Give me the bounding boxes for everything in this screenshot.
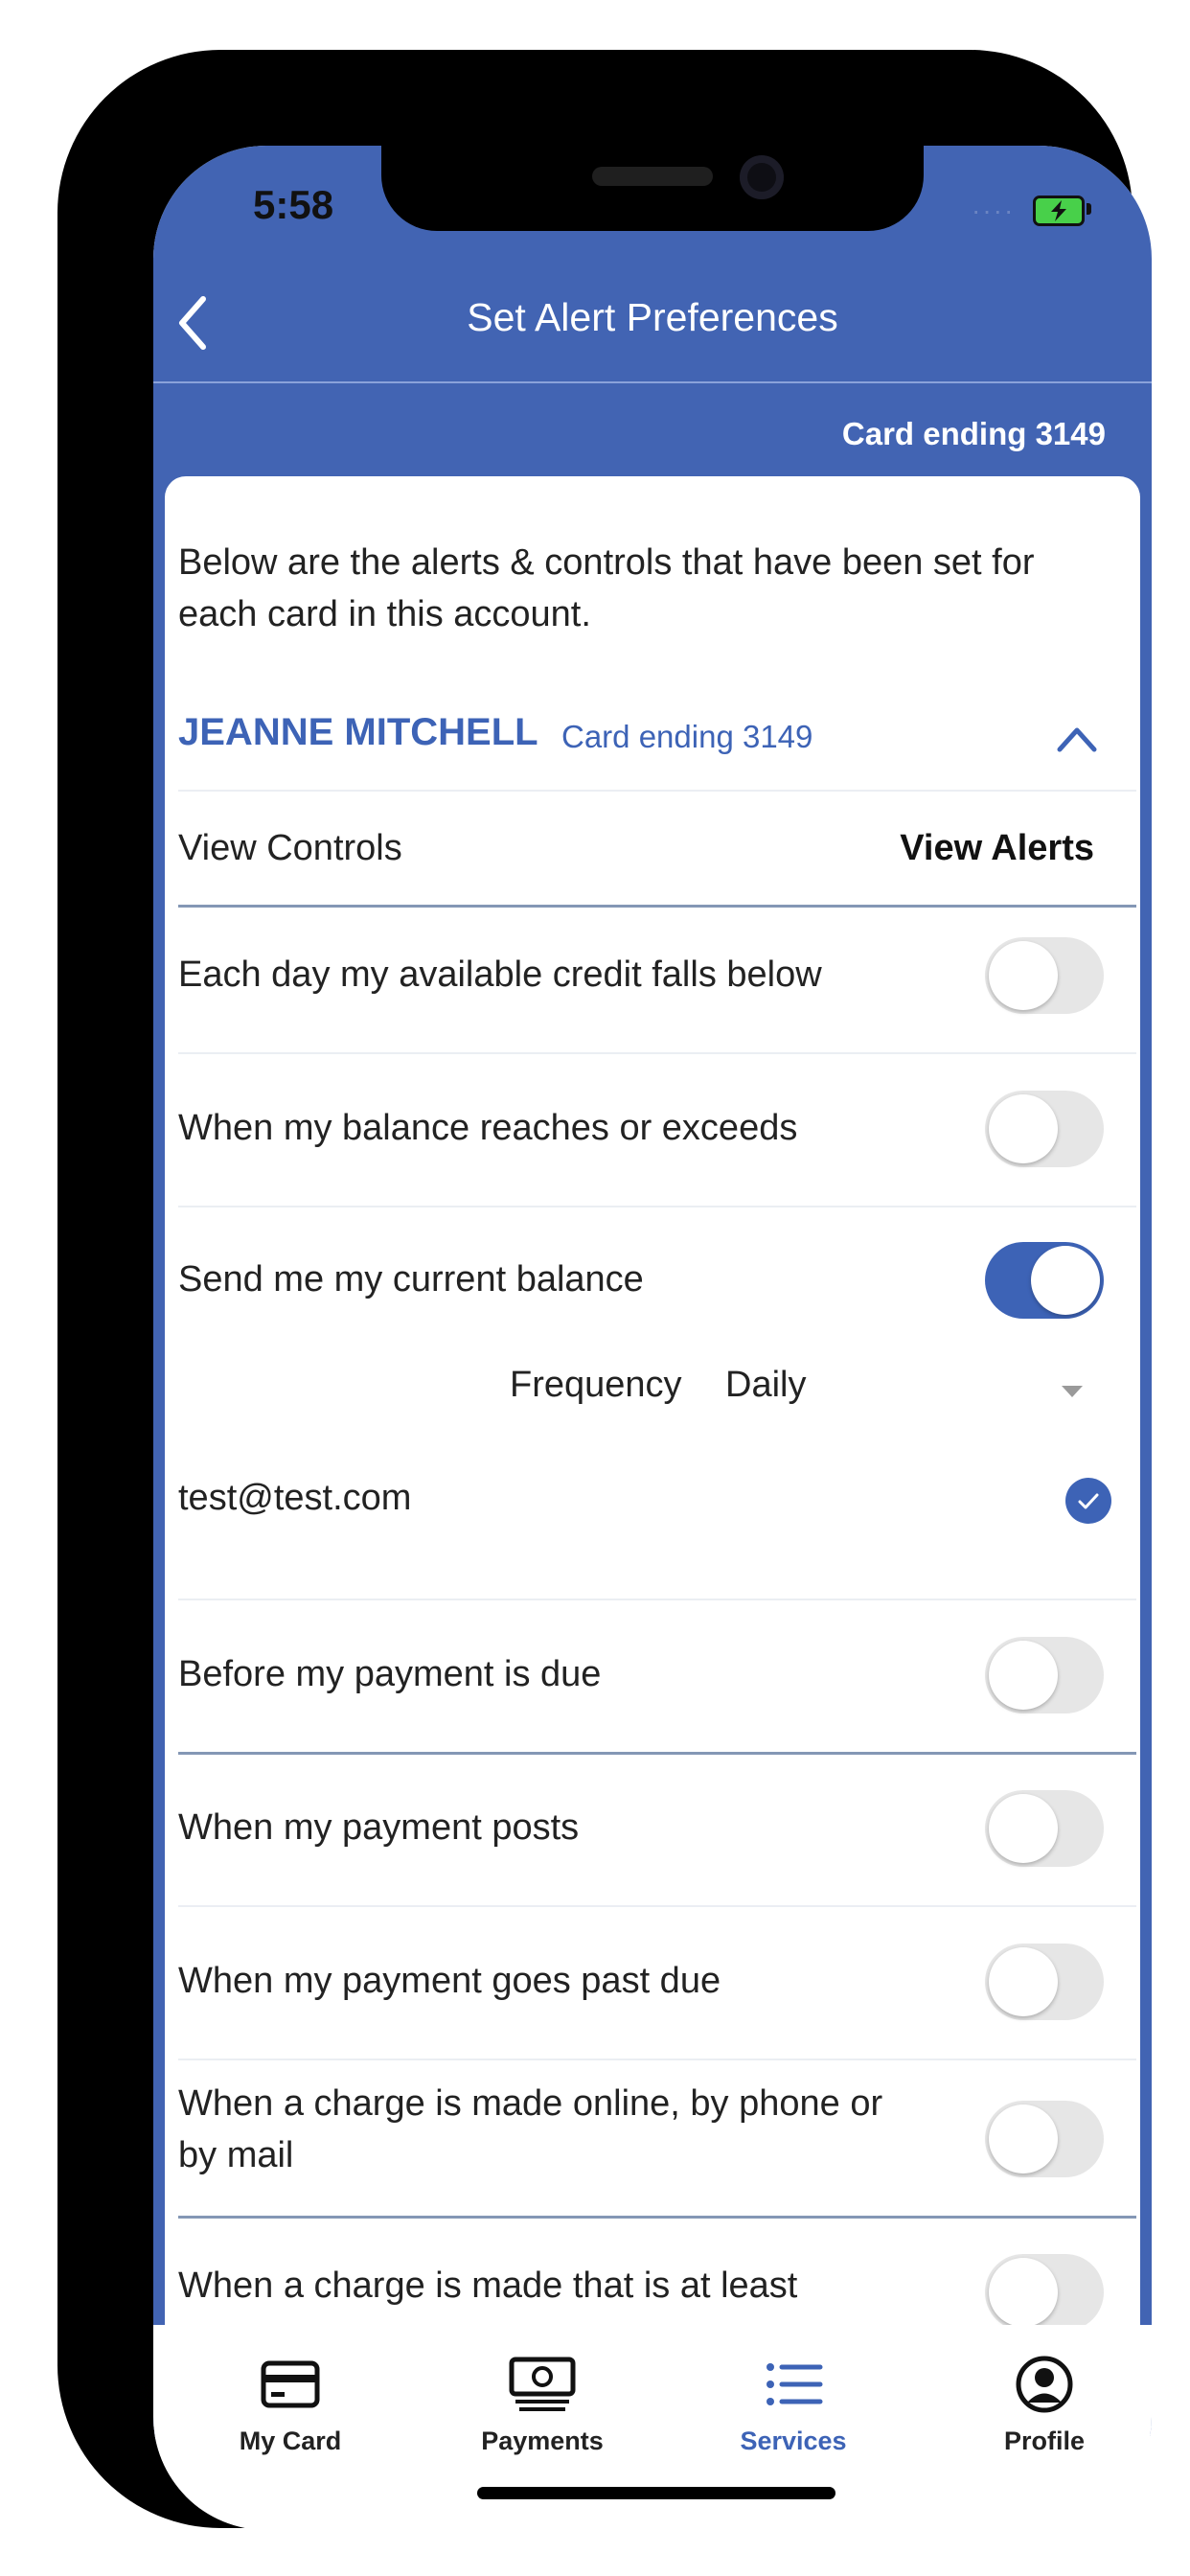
- caret-down-icon[interactable]: [1062, 1386, 1083, 1397]
- tab-view-alerts[interactable]: View Alerts: [900, 828, 1094, 868]
- alert-toggle-payment-due[interactable]: [985, 1637, 1104, 1714]
- frequency-select[interactable]: Daily: [725, 1365, 807, 1405]
- alert-toggle-balance-exceeds[interactable]: [985, 1091, 1104, 1167]
- divider: [178, 790, 1136, 792]
- alert-toggle-charge-online[interactable]: [985, 2101, 1104, 2177]
- profile-icon: [1010, 2354, 1079, 2415]
- divider: [178, 1598, 1136, 1600]
- email-address: test@test.com: [178, 1478, 412, 1518]
- tab-profile[interactable]: [949, 2354, 1140, 2456]
- account-card-ending: Card ending 3149: [561, 719, 813, 754]
- toggle-knob: [989, 2258, 1058, 2327]
- account-name[interactable]: JEANNE MITCHELL: [178, 711, 538, 753]
- toggle-knob: [989, 2104, 1058, 2174]
- tab-label: Payments: [481, 2426, 604, 2455]
- divider: [178, 1905, 1136, 1907]
- alert-toggle-credit-falls[interactable]: [985, 937, 1104, 1014]
- chevron-up-icon: [1056, 724, 1098, 753]
- toggle-knob: [989, 1641, 1058, 1710]
- alert-toggle-past-due[interactable]: [985, 1944, 1104, 2020]
- email-checkbox[interactable]: [1065, 1478, 1111, 1524]
- speaker-icon: [592, 167, 713, 186]
- alert-label-credit-falls: Each day my available credit falls below: [178, 954, 822, 995]
- tab-payments[interactable]: [446, 2354, 638, 2456]
- divider: [178, 2058, 1136, 2060]
- alert-label-charge-online: When a charge is made online, by phone or by mail: [178, 2083, 883, 2175]
- alert-label-payment-posts: When my payment posts: [178, 1807, 580, 1848]
- check-icon: [1065, 1478, 1111, 1524]
- frequency-label: Frequency: [510, 1365, 682, 1405]
- alert-label-current-balance: Send me my current balance: [178, 1259, 644, 1300]
- tab-my-card[interactable]: [195, 2354, 386, 2456]
- list-icon: [759, 2354, 828, 2415]
- toggle-knob: [989, 941, 1058, 1010]
- alert-label-past-due: When my payment goes past due: [178, 1961, 721, 2001]
- header-divider: [153, 381, 1152, 383]
- collapse-button[interactable]: [1056, 724, 1098, 753]
- tab-label: My Card: [239, 2426, 342, 2455]
- alert-toggle-charge-at-least[interactable]: [985, 2254, 1104, 2331]
- tab-label: Services: [740, 2426, 847, 2455]
- phone-frame: [57, 50, 1133, 2528]
- tab-services[interactable]: [698, 2354, 889, 2456]
- toggle-knob: [989, 1794, 1058, 1863]
- alert-label-payment-due: Before my payment is due: [178, 1654, 602, 1694]
- battery-icon: [1033, 196, 1085, 226]
- intro-text: Below are the alerts & controls that have been set for each card in this account.: [178, 542, 1035, 634]
- divider: [178, 1052, 1136, 1054]
- status-time: 5:58: [253, 182, 334, 227]
- camera-icon: [740, 155, 784, 199]
- divider: [178, 1206, 1136, 1208]
- tab-label: Profile: [1003, 2426, 1086, 2455]
- device-notch: [381, 146, 924, 231]
- alert-label-balance-exceeds: When my balance reaches or exceeds: [178, 1108, 798, 1148]
- page-title: Set Alert Preferences: [467, 295, 838, 339]
- section-divider: [178, 2216, 1136, 2219]
- cash-icon: [508, 2354, 577, 2415]
- alert-label-charge-at-least: When a charge is made that is at least: [178, 2266, 798, 2306]
- signal-icon: ····: [972, 196, 1016, 225]
- tabs-divider: [178, 905, 1136, 908]
- home-indicator: [477, 2487, 835, 2499]
- toggle-knob: [989, 1094, 1058, 1163]
- app-screen: [153, 146, 1152, 2530]
- card-icon: [256, 2354, 325, 2415]
- section-divider: [178, 1752, 1136, 1755]
- toggle-knob: [1031, 1246, 1100, 1315]
- toggle-knob: [989, 1947, 1058, 2016]
- battery-tip: [1087, 203, 1091, 215]
- header-card-ending: Card ending 3149: [841, 416, 1106, 451]
- alert-toggle-payment-posts[interactable]: [985, 1790, 1104, 1867]
- alert-toggle-current-balance[interactable]: [985, 1242, 1104, 1319]
- tab-view-controls[interactable]: View Controls: [178, 828, 402, 868]
